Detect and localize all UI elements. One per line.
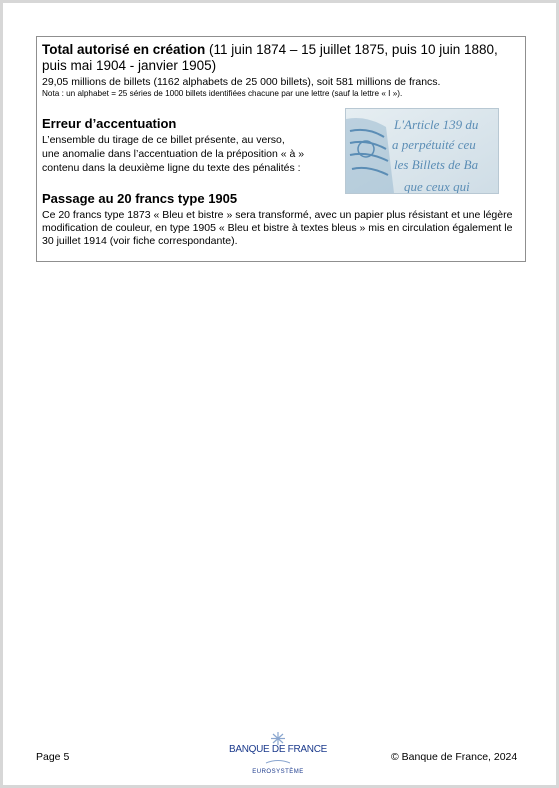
image-line-4: que ceux qui xyxy=(404,179,470,193)
banque-de-france-logo xyxy=(228,731,328,779)
total-summary: 29,05 millions de billets (1162 alphabets de 25 000 billets), soit 581 millions de francs. xyxy=(42,76,441,88)
error-line-1: L’ensemble du tirage de ce billet présente, au verso, xyxy=(42,134,285,146)
total-heading xyxy=(42,42,512,74)
banknote-detail-image xyxy=(345,108,499,194)
passage-heading: Passage au 20 francs type 1905 xyxy=(42,191,238,206)
document-page xyxy=(3,3,556,785)
error-line-2: une anomalie dans l’accentuation de la préposition « à » xyxy=(42,148,305,160)
total-nota: Nota : un alphabet = 25 séries de 1000 billets identifiées chacune par une lettre (sauf la lettre « I »). xyxy=(42,89,403,98)
image-line-2: a perpétuité ceu xyxy=(392,137,476,152)
copyright: © Banque de France, 2024 xyxy=(391,751,518,763)
total-heading-rest: (11 juin 1874 – 15 juillet 1875, puis 10 juin 1880, puis mai 1904 - janvier 1905) xyxy=(42,42,498,73)
logo-name: BANQUE DE FRANCE xyxy=(229,744,327,755)
error-heading: Erreur d’accentuation xyxy=(42,116,177,131)
total-heading-bold: Total autorisé en création xyxy=(42,42,206,57)
info-box xyxy=(36,36,526,262)
image-line-3: les Billets de Ba xyxy=(394,157,479,172)
page-number: Page 5 xyxy=(36,751,70,763)
banknote-detail-svg xyxy=(346,109,498,193)
error-line-3: contenu dans la deuxième ligne du texte des pénalités : xyxy=(42,162,301,174)
logo-flourish-icon xyxy=(228,758,328,768)
passage-text: Ce 20 francs type 1873 « Bleu et bistre » sera transformé, avec un papier plus résistant et une légère modification de couleur, en type 1905 « Bleu et bistre à textes bleus » mis en circulation également le 30 juillet 1914 (voir fiche correspondante). xyxy=(42,209,513,247)
logo-subtitle: EUROSYSTÈME xyxy=(252,769,304,775)
image-line-1: L'Article 139 du xyxy=(394,117,479,132)
